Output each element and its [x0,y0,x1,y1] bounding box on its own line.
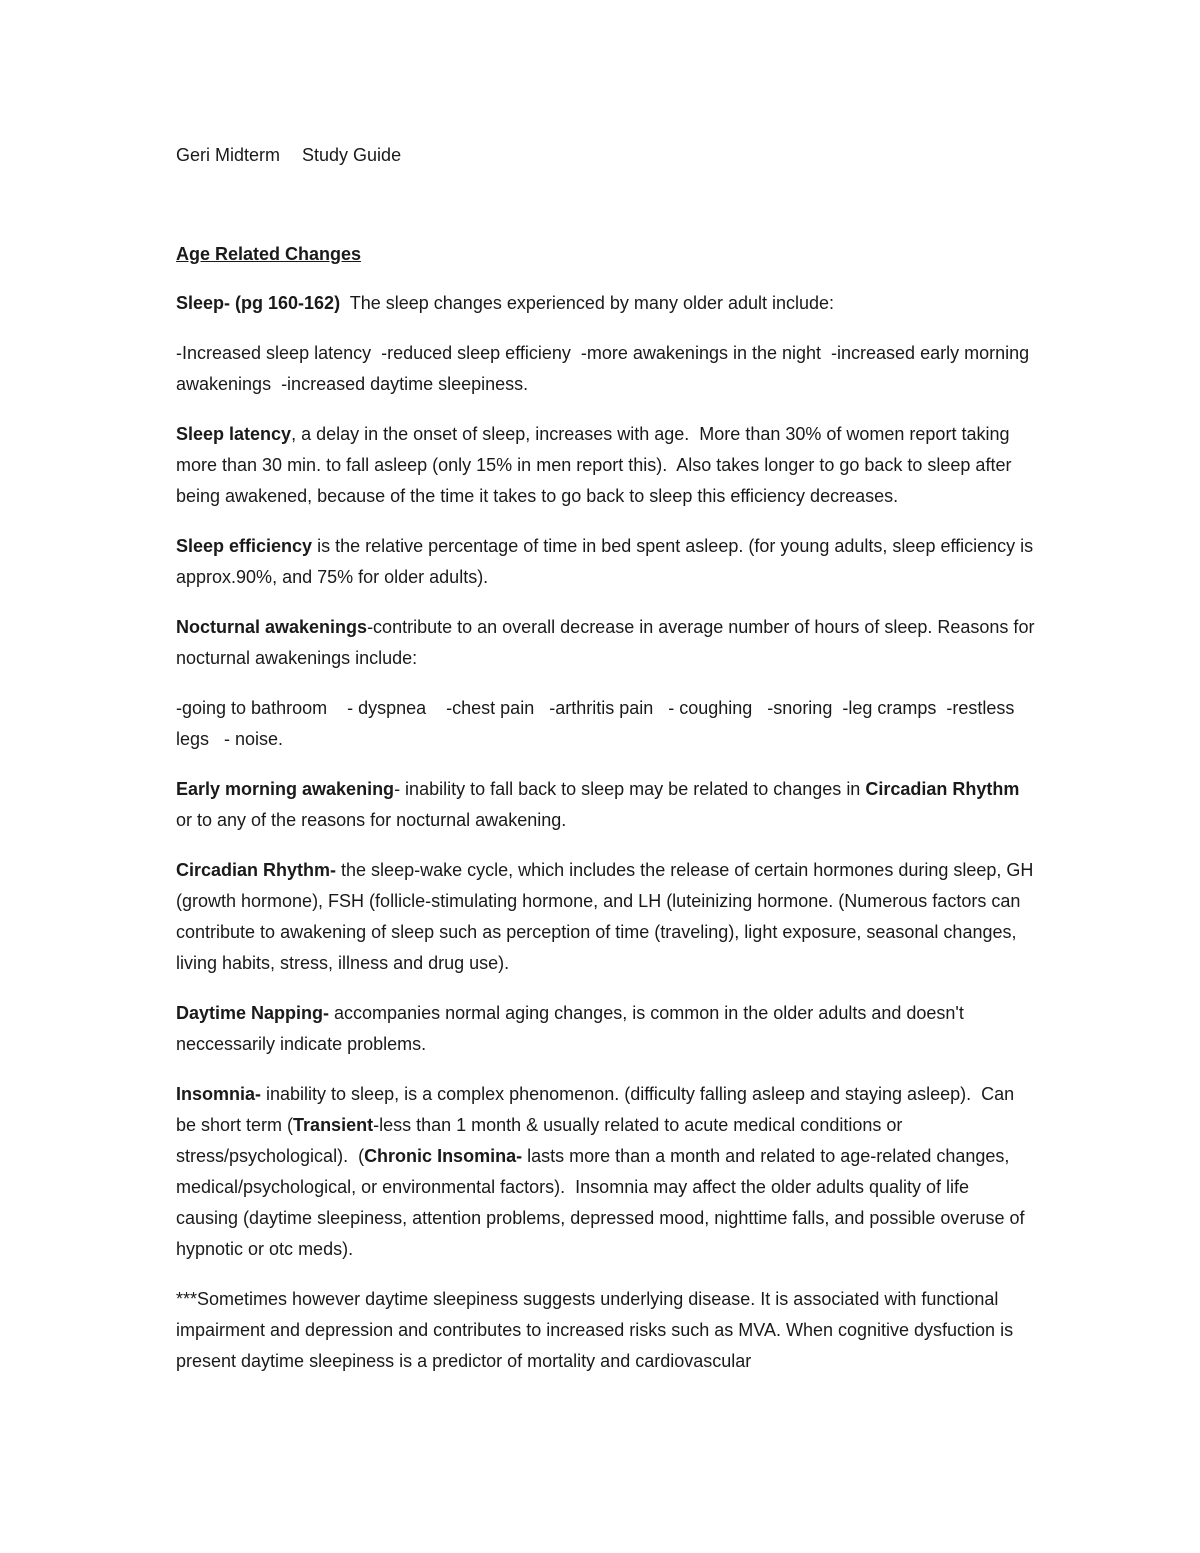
paragraph-sleep-changes-list [176,338,1036,400]
document-title: Geri Midterm [176,145,281,165]
term-nocturnal-awakenings: Nocturnal awakenings [176,617,368,637]
awakening-reasons-list-text: -going to bathroom - dyspnea -chest pain -arthritis pain - coughing -snoring -leg cramps -restless legs - noise. [176,698,1020,749]
section-heading: Age Related Changes [176,244,362,264]
term-sleep-efficiency: Sleep efficiency [176,536,313,556]
term-transient: Transient [293,1115,374,1135]
paragraph-insomnia-text: inability to sleep, is a complex phenomenon. (difficulty falling asleep and staying asleep). Can be short term ( [176,1084,1020,1135]
paragraph-sleep [176,288,1036,319]
paragraph-circadian-rhythm [176,855,1039,979]
term-insomnia: Insomnia- [176,1084,262,1104]
term-early-morning-awakening: Early morning awakening [176,779,395,799]
document-page [176,140,1040,1377]
paragraph-early-morning-awakening-text: - inability to fall back to sleep may be related to changes in [394,779,866,799]
term-circadian-rhythm: Circadian Rhythm- [176,860,337,880]
paragraph-sleep-latency-text: , a delay in the onset of sleep, increases with age. More than 30% of women report taking more than 30 min. to fall asleep (only 15% in men report this). Also takes longer to go back to sleep after being awakened, because of the time it takes to go back to sleep this efficiency decreases. [176,424,1017,506]
paragraph-awakening-reasons-list [176,693,1036,755]
paragraph-insomnia [176,1079,1036,1265]
paragraph-sleep-latency [176,419,1036,512]
paragraph-nocturnal-awakenings-text: -contribute to an overall decrease in average number of hours of sleep. Reasons for nocturnal awakenings include: [176,617,1040,668]
paragraph-daytime-napping [176,998,1036,1060]
daytime-sleepiness-note-text: ***Sometimes however daytime sleepiness suggests underlying disease. It is associated with functional impairment and depression and contributes to increased risks such as MVA. When cognitive dysfuction is present daytime sleepiness is a predictor of mortality and cardiovascular [176,1289,1019,1371]
paragraph-nocturnal-awakenings [176,612,1040,674]
paragraph-circadian-rhythm-text: the sleep-wake cycle, which includes the release of certain hormones during sleep, GH (growth hormone), FSH (follicle-stimulating hormone, and LH (luteinizing hormone. (Numerous factors can contribute to awakening of sleep such as perception of time (traveling), light exposure, seasonal changes, living habits, stress, illness and drug use). [176,860,1039,973]
paragraph-daytime-napping-text: accompanies normal aging changes, is common in the older adults and doesn't neccessarily indicate problems. [176,1003,969,1054]
paragraph-insomnia-text-3: lasts more than a month and related to age-related changes, medical/psychological, or environmental factors). Insomnia may affect the older adults quality of life causing (daytime sleepiness, attention problems, depressed mood, nighttime falls, and possible overuse of hypnotic or otc meds). [176,1146,1030,1259]
paragraph-insomnia-text-2: -less than 1 month & usually related to acute medical conditions or stress/psychological). ( [176,1115,908,1166]
term-sleep: Sleep- (pg 160-162) [176,293,341,313]
sleep-changes-list-text: -Increased sleep latency -reduced sleep efficieny -more awakenings in the night -increased early morning awakenings -increased daytime sleepiness. [176,343,1035,394]
paragraph-sleep-text: The sleep changes experienced by many older adult include: [340,293,835,313]
document-subtitle: Study Guide [302,145,402,165]
paragraph-early-morning-awakening-text-2: or to any of the reasons for nocturnal awakening. [176,779,1025,830]
document-title-line [176,140,1036,171]
term-circadian-rhythm-inline: Circadian Rhythm [865,779,1020,799]
paragraph-sleep-efficiency-text: is the relative percentage of time in bed spent asleep. (for young adults, sleep efficiency is approx.90%, and 75% for older adults). [176,536,1039,587]
term-daytime-napping: Daytime Napping- [176,1003,330,1023]
term-sleep-latency: Sleep latency [176,424,292,444]
paragraph-sleep-efficiency [176,531,1039,593]
term-chronic-insomnia: Chronic Insomina- [364,1146,523,1166]
paragraph-early-morning-awakening [176,774,1036,836]
paragraph-daytime-sleepiness-note [176,1284,1036,1377]
